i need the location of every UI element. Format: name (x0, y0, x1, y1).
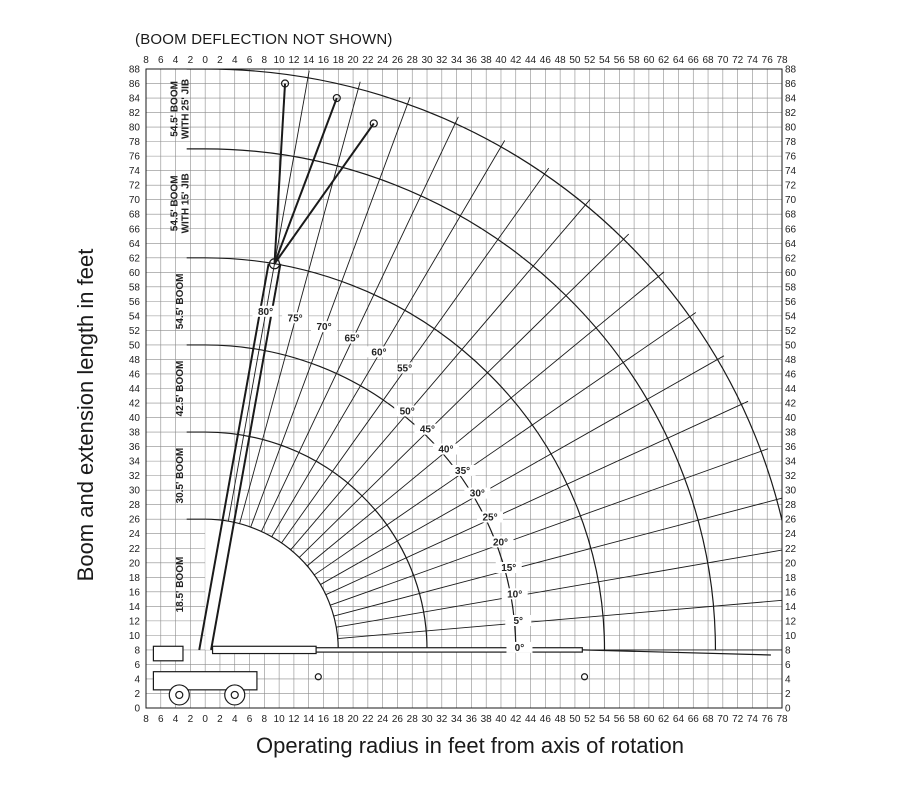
y-tick-label-right: 26 (785, 514, 797, 526)
angle-label-group (477, 511, 503, 523)
y-tick-label-right: 64 (785, 238, 797, 250)
angle-label-group (506, 642, 532, 654)
y-axis-title: Boom and extension length in feet (73, 248, 98, 582)
angle-label-group (311, 321, 337, 333)
x-tick-label-top: 28 (406, 55, 418, 66)
x-tick-label-top: 22 (362, 55, 374, 66)
angle-label: 75° (287, 313, 303, 325)
y-tick-label-right: 14 (785, 601, 797, 613)
y-tick-label-right: 38 (785, 427, 797, 439)
x-tick-label-top: 0 (202, 55, 208, 66)
configuration-label-text: 18.5' BOOM (174, 556, 186, 613)
y-tick-label-right: 62 (785, 253, 797, 265)
x-tick-label-bottom: 56 (613, 714, 625, 725)
y-tick-label-right: 28 (785, 500, 797, 512)
y-tick-label-right: 10 (785, 630, 797, 642)
x-tick-label-top: 6 (158, 55, 164, 66)
x-tick-label-bottom: 50 (569, 714, 581, 725)
y-tick-label-left: 82 (128, 108, 140, 120)
truck-wheel (225, 685, 245, 705)
y-tick-label-right: 52 (785, 325, 797, 337)
x-tick-label-bottom: 66 (687, 714, 699, 725)
x-tick-label-bottom: 74 (746, 714, 758, 725)
y-tick-label-right: 8 (785, 645, 791, 657)
x-tick-label-bottom: 32 (436, 714, 448, 725)
angle-label-group (394, 406, 420, 418)
x-tick-label-bottom: 76 (761, 714, 773, 725)
x-tick-label-bottom: 78 (776, 714, 788, 725)
angle-label: 0° (514, 642, 525, 654)
x-tick-label-top: 12 (288, 55, 300, 66)
y-tick-label-left: 72 (128, 180, 140, 192)
y-tick-label-right: 58 (785, 282, 797, 294)
y-tick-label-left: 70 (128, 195, 140, 207)
plot-content (153, 69, 804, 705)
y-tick-label-right: 22 (785, 543, 797, 555)
angle-label-group (488, 536, 514, 548)
configuration-label-text: 54.5' BOOM (169, 175, 181, 232)
x-tick-label-top: 30 (421, 55, 433, 66)
x-tick-label-top: 2 (187, 55, 194, 66)
configuration-label-text: WITH 25' JIB (180, 78, 192, 140)
y-tick-label-left: 64 (128, 238, 140, 250)
y-tick-label-left: 66 (128, 224, 140, 236)
y-tick-label-left: 62 (128, 253, 140, 265)
y-tick-label-right: 70 (785, 195, 797, 207)
y-tick-label-right: 24 (785, 529, 797, 541)
y-tick-label-right: 82 (785, 108, 797, 120)
y-tick-label-left: 80 (128, 122, 140, 134)
y-tick-label-left: 50 (128, 340, 140, 352)
y-tick-label-left: 36 (128, 442, 140, 454)
x-tick-label-top: 18 (332, 55, 344, 66)
y-tick-label-right: 46 (785, 369, 797, 381)
configuration-label (175, 361, 186, 417)
x-tick-label-bottom: 10 (273, 714, 285, 725)
x-tick-label-top: 68 (702, 55, 714, 66)
angle-label: 10° (507, 589, 523, 601)
angle-label-group (366, 346, 392, 358)
x-tick-label-bottom: 40 (495, 714, 507, 725)
y-tick-label-right: 20 (785, 558, 797, 570)
angle-label: 60° (371, 347, 387, 359)
y-tick-label-right: 6 (785, 659, 791, 671)
y-tick-label-right: 56 (785, 296, 797, 308)
x-tick-label-bottom: 4 (172, 714, 179, 725)
y-tick-label-right: 36 (785, 442, 797, 454)
x-tick-label-bottom: 38 (480, 714, 492, 725)
y-tick-label-left: 86 (128, 79, 140, 91)
x-tick-label-top: 40 (495, 55, 507, 66)
x-tick-label-bottom: 62 (658, 714, 670, 725)
x-tick-label-bottom: 60 (643, 714, 655, 725)
x-tick-label-top: 78 (776, 55, 788, 66)
x-tick-label-bottom: 2 (217, 714, 223, 725)
y-tick-label-right: 34 (785, 456, 797, 468)
y-tick-label-left: 38 (128, 427, 140, 439)
configuration-label-text: 54.5' BOOM (169, 81, 181, 137)
x-tick-label-bottom: 54 (598, 714, 611, 725)
y-tick-label-right: 40 (785, 413, 797, 425)
configuration-label (175, 557, 186, 613)
angle-label-group (496, 562, 522, 574)
x-tick-label-top: 70 (717, 55, 729, 66)
x-tick-label-bottom: 22 (362, 714, 374, 725)
y-tick-label-left: 8 (134, 645, 140, 657)
y-tick-label-right: 60 (785, 267, 797, 279)
boom-horizontal-mid (316, 648, 582, 652)
x-tick-label-bottom: 52 (584, 714, 596, 725)
x-tick-label-top: 14 (303, 55, 315, 66)
x-tick-label-top: 32 (436, 55, 448, 66)
jib-horizontal (582, 650, 771, 655)
angle-label: 65° (344, 333, 360, 345)
x-tick-label-bottom: 30 (421, 714, 433, 725)
y-tick-label-left: 84 (128, 93, 140, 105)
x-tick-label-bottom: 4 (231, 714, 238, 725)
x-tick-label-top: 50 (569, 55, 581, 66)
x-tick-label-top: 52 (584, 55, 596, 66)
y-tick-label-right: 86 (785, 79, 797, 91)
configuration-label-text: 54.5' BOOM (174, 273, 186, 330)
angle-label: 45° (419, 424, 435, 436)
x-tick-label-top: 54 (598, 55, 611, 66)
y-tick-label-left: 56 (128, 296, 140, 308)
x-tick-label-top: 6 (246, 55, 253, 66)
y-tick-label-left: 16 (128, 587, 140, 599)
x-tick-label-top: 60 (643, 55, 655, 66)
y-tick-label-right: 66 (785, 224, 797, 236)
x-tick-label-top: 4 (172, 55, 179, 66)
y-tick-label-left: 14 (128, 601, 140, 613)
x-tick-label-top: 24 (377, 55, 389, 66)
angle-label: 55° (396, 363, 413, 375)
y-tick-label-left: 30 (128, 485, 140, 497)
x-tick-label-top: 66 (687, 55, 699, 66)
x-tick-label-top: 42 (510, 55, 522, 66)
boom-horizontal-base (213, 646, 317, 653)
y-tick-label-left: 20 (128, 558, 140, 570)
x-tick-label-top: 62 (658, 55, 670, 66)
y-tick-label-left: 74 (128, 166, 140, 178)
y-tick-label-right: 16 (785, 587, 797, 599)
angle-label: 30° (469, 488, 485, 500)
x-axis-title: Operating radius in feet from axis of rotation (256, 733, 684, 758)
x-tick-label-top: 16 (317, 55, 330, 66)
x-tick-label-top: 74 (746, 55, 758, 66)
x-tick-label-bottom: 70 (717, 714, 729, 725)
y-tick-label-right: 12 (785, 616, 797, 628)
y-tick-label-left: 24 (128, 529, 140, 541)
x-tick-label-top: 44 (524, 55, 537, 66)
x-tick-label-bottom: 42 (510, 714, 522, 725)
y-tick-label-left: 6 (134, 659, 140, 671)
x-tick-label-top: 56 (613, 55, 625, 66)
x-tick-label-bottom: 72 (732, 714, 744, 725)
y-tick-label-right: 80 (785, 122, 797, 134)
x-tick-label-top: 46 (539, 55, 551, 66)
y-tick-label-right: 74 (785, 166, 797, 178)
x-tick-label-top: 58 (628, 55, 640, 66)
y-tick-label-right: 48 (785, 354, 797, 366)
angle-label: 15° (501, 563, 517, 575)
y-tick-label-right: 50 (785, 340, 797, 352)
y-tick-label-left: 32 (128, 471, 140, 483)
x-tick-label-bottom: 16 (317, 714, 330, 725)
y-tick-label-left: 52 (128, 325, 140, 337)
angle-label-group (450, 465, 476, 477)
x-tick-label-bottom: 18 (332, 714, 344, 725)
x-tick-label-bottom: 8 (143, 714, 149, 725)
y-tick-label-left: 88 (128, 64, 140, 76)
y-tick-label-left: 0 (134, 703, 140, 715)
y-tick-label-left: 2 (134, 688, 140, 700)
angle-label-group (464, 488, 490, 500)
y-tick-label-left: 22 (128, 543, 140, 555)
x-tick-label-top: 10 (273, 55, 285, 66)
configuration-label (169, 173, 191, 233)
y-tick-label-left: 76 (128, 151, 140, 163)
x-tick-label-bottom: 6 (158, 714, 164, 725)
angle-label-group (414, 424, 440, 436)
x-tick-label-bottom: 12 (288, 714, 300, 725)
angle-label-group (433, 444, 459, 456)
y-tick-label-right: 78 (785, 137, 797, 149)
x-tick-label-bottom: 48 (554, 714, 566, 725)
x-tick-label-bottom: 8 (261, 714, 268, 725)
angle-label-group (253, 306, 279, 318)
y-tick-label-left: 28 (128, 500, 140, 512)
truck-wheel (169, 685, 189, 705)
angle-label-group (502, 588, 528, 600)
y-tick-label-left: 68 (128, 209, 140, 221)
x-tick-label-bottom: 58 (628, 714, 640, 725)
y-tick-label-right: 2 (785, 688, 791, 700)
configuration-label (175, 448, 186, 504)
x-tick-label-top: 72 (732, 55, 744, 66)
y-tick-label-right: 68 (785, 209, 797, 221)
y-tick-label-left: 58 (128, 282, 140, 294)
configuration-label (175, 273, 186, 329)
x-tick-label-bottom: 2 (187, 714, 194, 725)
y-tick-label-right: 42 (785, 398, 797, 410)
x-tick-label-top: 76 (761, 55, 773, 66)
angle-label: 70° (316, 322, 332, 334)
y-tick-label-right: 44 (785, 384, 797, 395)
x-tick-label-bottom: 0 (202, 714, 208, 725)
x-tick-label-bottom: 28 (406, 714, 418, 725)
y-tick-label-left: 48 (128, 354, 140, 366)
angle-label-group (339, 333, 365, 345)
y-tick-label-left: 26 (128, 514, 140, 526)
x-tick-label-top: 8 (143, 55, 149, 66)
x-tick-label-top: 48 (554, 55, 566, 66)
y-tick-label-left: 12 (128, 616, 140, 628)
configuration-label-text: 42.5' BOOM (174, 360, 186, 417)
y-tick-label-right: 18 (785, 572, 797, 584)
x-tick-label-top: 64 (672, 55, 685, 66)
y-tick-label-right: 4 (785, 674, 791, 686)
y-tick-label-right: 0 (785, 703, 791, 715)
x-tick-label-bottom: 6 (246, 714, 253, 725)
y-tick-label-left: 44 (128, 384, 140, 395)
y-tick-label-left: 18 (128, 572, 140, 584)
x-tick-label-bottom: 34 (451, 714, 463, 725)
x-tick-label-bottom: 24 (377, 714, 389, 725)
configuration-label (169, 79, 191, 139)
x-tick-label-top: 34 (451, 55, 463, 66)
x-tick-label-bottom: 20 (347, 714, 359, 725)
x-tick-label-top: 20 (347, 55, 359, 66)
configuration-label-text: WITH 15' JIB (180, 173, 192, 234)
truck-cab (153, 646, 183, 661)
y-tick-label-left: 42 (128, 398, 140, 410)
y-tick-label-right: 84 (785, 93, 797, 105)
x-tick-label-bottom: 68 (702, 714, 714, 725)
x-tick-label-bottom: 36 (465, 714, 477, 725)
x-tick-label-bottom: 26 (391, 714, 404, 725)
y-tick-label-right: 72 (785, 180, 797, 192)
x-tick-label-top: 8 (261, 55, 268, 66)
y-tick-label-left: 54 (128, 311, 140, 323)
angle-label: 80° (257, 306, 274, 318)
angle-label: 25° (482, 512, 498, 524)
y-tick-label-left: 4 (134, 674, 140, 686)
angle-label: 35° (455, 465, 471, 477)
angle-label: 50° (399, 406, 415, 418)
x-tick-label-top: 2 (217, 55, 223, 66)
y-tick-label-left: 46 (128, 369, 140, 381)
angle-label-group (392, 362, 418, 374)
y-tick-label-left: 78 (128, 137, 140, 149)
x-tick-label-bottom: 44 (524, 714, 537, 725)
x-tick-label-bottom: 64 (672, 714, 685, 725)
angle-label: 20° (492, 537, 509, 549)
y-tick-label-left: 40 (128, 413, 140, 425)
x-tick-label-top: 4 (231, 55, 238, 66)
angle-label-group (282, 312, 308, 324)
boom-deflection-note: (BOOM DEFLECTION NOT SHOWN) (135, 31, 393, 48)
y-tick-label-left: 34 (128, 456, 140, 468)
y-tick-label-right: 88 (785, 64, 797, 76)
y-tick-label-left: 10 (128, 630, 140, 642)
y-tick-label-right: 32 (785, 471, 797, 483)
angle-label-group (505, 615, 531, 627)
x-tick-label-top: 36 (465, 55, 477, 66)
x-tick-label-bottom: 46 (539, 714, 551, 725)
y-tick-label-right: 30 (785, 485, 797, 497)
x-tick-label-bottom: 14 (303, 714, 315, 725)
x-tick-label-top: 38 (480, 55, 492, 66)
y-tick-label-left: 60 (128, 267, 140, 279)
y-tick-label-right: 76 (785, 151, 797, 163)
x-tick-label-top: 26 (391, 55, 404, 66)
angle-label: 40° (438, 444, 454, 456)
y-tick-label-right: 54 (785, 311, 797, 323)
angle-label: 5° (513, 616, 524, 628)
configuration-label-text: 30.5' BOOM (174, 447, 186, 504)
